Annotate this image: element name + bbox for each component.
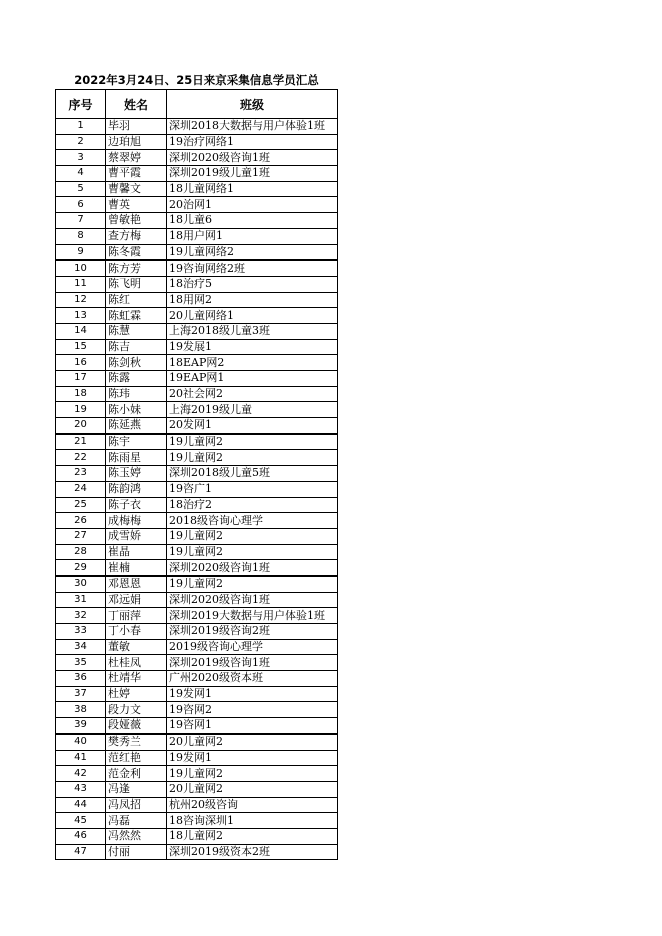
row-class: 广州2020级资本班 bbox=[167, 671, 338, 687]
row-class: 深圳2019级咨询1班 bbox=[167, 655, 338, 671]
table-row bbox=[56, 734, 338, 750]
row-class: 20儿童网络1 bbox=[167, 308, 338, 324]
row-no: 41 bbox=[56, 750, 106, 766]
row-name: 范红艳 bbox=[106, 750, 167, 766]
row-no: 40 bbox=[56, 734, 106, 750]
row-name: 陈飞明 bbox=[106, 276, 167, 292]
row-class: 19EAP网1 bbox=[167, 371, 338, 387]
row-name: 陈虹霖 bbox=[106, 308, 167, 324]
row-name: 成雪娇 bbox=[106, 528, 167, 544]
row-no: 1 bbox=[56, 119, 106, 135]
row-no: 24 bbox=[56, 481, 106, 497]
table-row bbox=[56, 702, 338, 718]
row-no: 12 bbox=[56, 292, 106, 308]
table-row bbox=[56, 560, 338, 576]
table-row bbox=[56, 371, 338, 387]
row-name: 丁丽萍 bbox=[106, 608, 167, 624]
row-no: 13 bbox=[56, 308, 106, 324]
row-no: 8 bbox=[56, 228, 106, 244]
row-class: 19儿童网2 bbox=[167, 434, 338, 450]
row-no: 17 bbox=[56, 371, 106, 387]
row-name: 董敏 bbox=[106, 639, 167, 655]
table-row bbox=[56, 244, 338, 260]
row-no: 28 bbox=[56, 544, 106, 560]
row-class: 18治疗5 bbox=[167, 276, 338, 292]
sheet-title: 2022年3月24日、25日来京采集信息学员汇总 bbox=[74, 73, 319, 87]
row-name: 段娅薇 bbox=[106, 718, 167, 734]
row-no: 16 bbox=[56, 355, 106, 371]
row-no: 44 bbox=[56, 797, 106, 813]
row-name: 段力文 bbox=[106, 702, 167, 718]
row-name: 毕羽 bbox=[106, 119, 167, 135]
row-name: 陈延燕 bbox=[106, 418, 167, 434]
row-name: 边珀旭 bbox=[106, 134, 167, 150]
row-name: 曹英 bbox=[106, 197, 167, 213]
row-name: 陈雨星 bbox=[106, 450, 167, 466]
row-no: 46 bbox=[56, 828, 106, 844]
row-class: 18治疗2 bbox=[167, 497, 338, 513]
row-no: 14 bbox=[56, 323, 106, 339]
row-name: 曹平霞 bbox=[106, 166, 167, 182]
table-row bbox=[56, 624, 338, 640]
table-row bbox=[56, 213, 338, 229]
row-no: 33 bbox=[56, 624, 106, 640]
table-row bbox=[56, 355, 338, 371]
row-name: 杜桂凤 bbox=[106, 655, 167, 671]
row-name: 陈冬霞 bbox=[106, 244, 167, 260]
row-no: 15 bbox=[56, 339, 106, 355]
row-name: 樊秀兰 bbox=[106, 734, 167, 750]
row-no: 43 bbox=[56, 781, 106, 797]
row-class: 19咨网1 bbox=[167, 718, 338, 734]
row-no: 27 bbox=[56, 528, 106, 544]
row-class: 19治疗网络1 bbox=[167, 134, 338, 150]
row-no: 2 bbox=[56, 134, 106, 150]
row-class: 深圳2019级咨询2班 bbox=[167, 624, 338, 640]
table-row bbox=[56, 813, 338, 829]
table-row bbox=[56, 166, 338, 182]
row-name: 陈露 bbox=[106, 371, 167, 387]
row-class: 19咨网2 bbox=[167, 702, 338, 718]
table-row bbox=[56, 592, 338, 608]
row-no: 7 bbox=[56, 213, 106, 229]
row-name: 付丽 bbox=[106, 844, 167, 860]
row-class: 19儿童网2 bbox=[167, 450, 338, 466]
table-row bbox=[56, 276, 338, 292]
table-row bbox=[56, 308, 338, 324]
row-name: 曾敏艳 bbox=[106, 213, 167, 229]
roster-table bbox=[55, 89, 338, 860]
table-row bbox=[56, 544, 338, 560]
row-no: 23 bbox=[56, 466, 106, 482]
row-name: 陈小妹 bbox=[106, 402, 167, 418]
row-class: 20治网1 bbox=[167, 197, 338, 213]
row-name: 邓远娟 bbox=[106, 592, 167, 608]
row-class: 上海2019级儿童 bbox=[167, 402, 338, 418]
row-no: 18 bbox=[56, 386, 106, 402]
row-no: 19 bbox=[56, 402, 106, 418]
row-name: 冯逢 bbox=[106, 781, 167, 797]
row-class: 深圳2019级资本2班 bbox=[167, 844, 338, 860]
row-no: 39 bbox=[56, 718, 106, 734]
row-name: 曹馨文 bbox=[106, 181, 167, 197]
row-no: 35 bbox=[56, 655, 106, 671]
row-name: 陈方芳 bbox=[106, 260, 167, 276]
table-row bbox=[56, 386, 338, 402]
table-row bbox=[56, 576, 338, 592]
table-row bbox=[56, 781, 338, 797]
row-class: 19咨广1 bbox=[167, 481, 338, 497]
row-name: 陈玮 bbox=[106, 386, 167, 402]
row-no: 10 bbox=[56, 260, 106, 276]
row-no: 45 bbox=[56, 813, 106, 829]
row-class: 19儿童网2 bbox=[167, 528, 338, 544]
table-row bbox=[56, 671, 338, 687]
table-row bbox=[56, 339, 338, 355]
row-name: 蔡翠婷 bbox=[106, 150, 167, 166]
row-class: 19儿童网络2 bbox=[167, 244, 338, 260]
row-class: 18用网2 bbox=[167, 292, 338, 308]
row-name: 陈玉婷 bbox=[106, 466, 167, 482]
row-class: 深圳2019大数据与用户体验1班 bbox=[167, 608, 338, 624]
row-no: 20 bbox=[56, 418, 106, 434]
table-row bbox=[56, 639, 338, 655]
row-name: 成梅梅 bbox=[106, 513, 167, 529]
header-name: 姓名 bbox=[106, 90, 167, 119]
row-no: 36 bbox=[56, 671, 106, 687]
row-class: 2019级咨询心理学 bbox=[167, 639, 338, 655]
table-row bbox=[56, 134, 338, 150]
row-no: 26 bbox=[56, 513, 106, 529]
row-name: 陈红 bbox=[106, 292, 167, 308]
header-no: 序号 bbox=[56, 90, 106, 119]
table-row bbox=[56, 513, 338, 529]
row-no: 3 bbox=[56, 150, 106, 166]
row-name: 陈韵鸿 bbox=[106, 481, 167, 497]
table-row bbox=[56, 323, 338, 339]
table-row bbox=[56, 844, 338, 860]
table-row bbox=[56, 528, 338, 544]
table-row bbox=[56, 197, 338, 213]
row-class: 20儿童网2 bbox=[167, 781, 338, 797]
header-class: 班级 bbox=[167, 90, 338, 119]
row-no: 31 bbox=[56, 592, 106, 608]
row-class: 深圳2018级儿童5班 bbox=[167, 466, 338, 482]
row-name: 崔楠 bbox=[106, 560, 167, 576]
table-row bbox=[56, 466, 338, 482]
table-row bbox=[56, 260, 338, 276]
row-class: 2018级咨询心理学 bbox=[167, 513, 338, 529]
row-class: 18儿童6 bbox=[167, 213, 338, 229]
row-class: 18咨询深圳1 bbox=[167, 813, 338, 829]
row-class: 20发网1 bbox=[167, 418, 338, 434]
row-class: 19咨询网络2班 bbox=[167, 260, 338, 276]
row-no: 6 bbox=[56, 197, 106, 213]
row-no: 29 bbox=[56, 560, 106, 576]
table-row bbox=[56, 497, 338, 513]
row-name: 崔晶 bbox=[106, 544, 167, 560]
table-row bbox=[56, 402, 338, 418]
row-no: 30 bbox=[56, 576, 106, 592]
row-name: 陈宇 bbox=[106, 434, 167, 450]
row-no: 32 bbox=[56, 608, 106, 624]
row-name: 陈慧 bbox=[106, 323, 167, 339]
row-class: 19发网1 bbox=[167, 750, 338, 766]
row-no: 37 bbox=[56, 686, 106, 702]
row-name: 冯然然 bbox=[106, 828, 167, 844]
table-row bbox=[56, 828, 338, 844]
table-row bbox=[56, 119, 338, 135]
row-name: 杜靖华 bbox=[106, 671, 167, 687]
row-class: 深圳2020级咨询1班 bbox=[167, 560, 338, 576]
row-name: 查方梅 bbox=[106, 228, 167, 244]
row-no: 38 bbox=[56, 702, 106, 718]
row-class: 18儿童网2 bbox=[167, 828, 338, 844]
row-no: 21 bbox=[56, 434, 106, 450]
row-class: 深圳2019级儿童1班 bbox=[167, 166, 338, 182]
row-name: 邓恩恩 bbox=[106, 576, 167, 592]
table-row bbox=[56, 434, 338, 450]
row-name: 杜婷 bbox=[106, 686, 167, 702]
row-class: 19儿童网2 bbox=[167, 544, 338, 560]
row-class: 19发展1 bbox=[167, 339, 338, 355]
row-class: 深圳2018大数据与用户体验1班 bbox=[167, 119, 338, 135]
row-no: 4 bbox=[56, 166, 106, 182]
row-class: 19发网1 bbox=[167, 686, 338, 702]
row-class: 深圳2020级咨询1班 bbox=[167, 150, 338, 166]
row-no: 47 bbox=[56, 844, 106, 860]
row-no: 42 bbox=[56, 766, 106, 782]
row-class: 20儿童网2 bbox=[167, 734, 338, 750]
row-class: 深圳2020级咨询1班 bbox=[167, 592, 338, 608]
row-no: 11 bbox=[56, 276, 106, 292]
table-row bbox=[56, 766, 338, 782]
row-name: 冯磊 bbox=[106, 813, 167, 829]
table-row bbox=[56, 150, 338, 166]
row-name: 陈子衣 bbox=[106, 497, 167, 513]
table-row bbox=[56, 750, 338, 766]
table-row bbox=[56, 608, 338, 624]
table-row bbox=[56, 228, 338, 244]
table-body bbox=[56, 119, 338, 860]
row-name: 陈吉 bbox=[106, 339, 167, 355]
table-row bbox=[56, 450, 338, 466]
row-class: 20社会网2 bbox=[167, 386, 338, 402]
table-row bbox=[56, 655, 338, 671]
row-name: 冯凤招 bbox=[106, 797, 167, 813]
table-row bbox=[56, 718, 338, 734]
row-class: 19儿童网2 bbox=[167, 766, 338, 782]
row-name: 丁小春 bbox=[106, 624, 167, 640]
table-row bbox=[56, 418, 338, 434]
row-class: 18用户网1 bbox=[167, 228, 338, 244]
row-class: 上海2018级儿童3班 bbox=[167, 323, 338, 339]
table-row bbox=[56, 686, 338, 702]
table-row bbox=[56, 481, 338, 497]
row-class: 18儿童网络1 bbox=[167, 181, 338, 197]
row-class: 19儿童网2 bbox=[167, 576, 338, 592]
row-class: 杭州20级咨询 bbox=[167, 797, 338, 813]
row-no: 9 bbox=[56, 244, 106, 260]
row-no: 34 bbox=[56, 639, 106, 655]
table-row bbox=[56, 797, 338, 813]
row-no: 22 bbox=[56, 450, 106, 466]
row-no: 5 bbox=[56, 181, 106, 197]
row-name: 陈剑秋 bbox=[106, 355, 167, 371]
table-row bbox=[56, 292, 338, 308]
row-no: 25 bbox=[56, 497, 106, 513]
row-class: 18EAP网2 bbox=[167, 355, 338, 371]
header-row bbox=[56, 90, 338, 119]
row-name: 范金利 bbox=[106, 766, 167, 782]
table-row bbox=[56, 181, 338, 197]
